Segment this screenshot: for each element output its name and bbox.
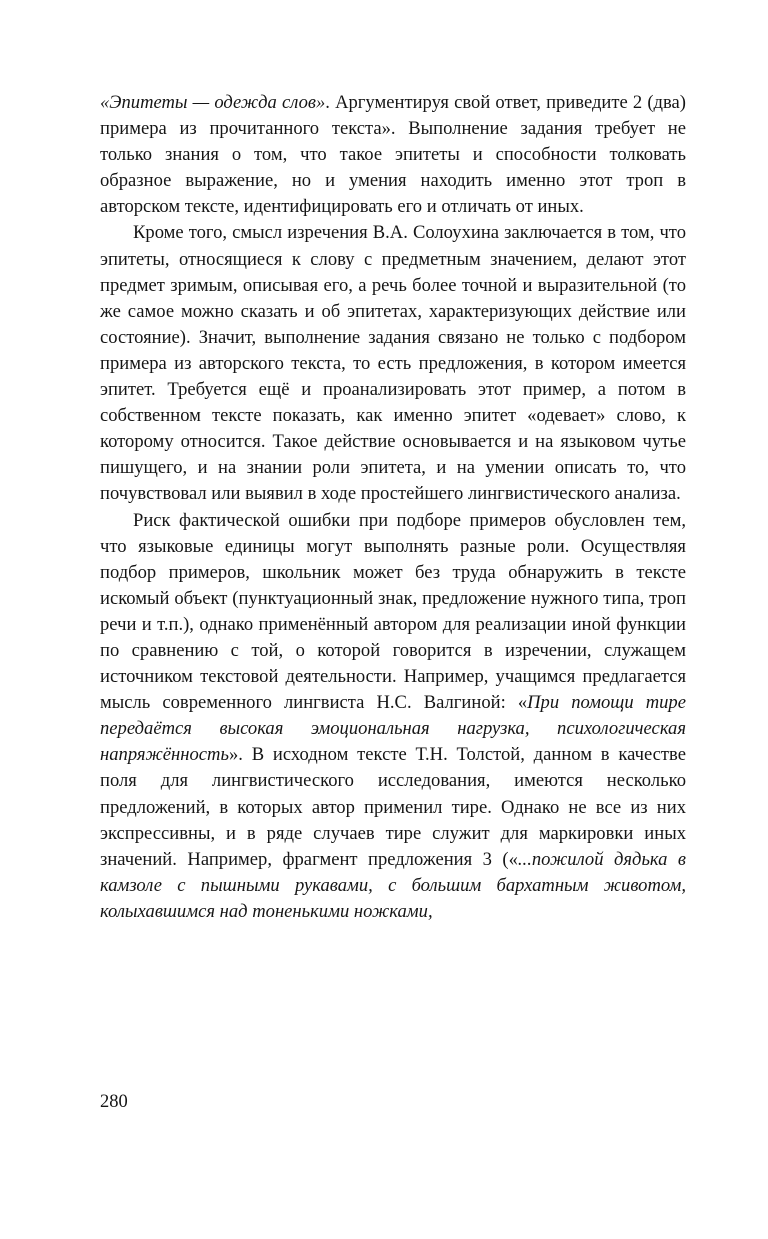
paragraph <box>100 220 686 507</box>
body-text-run: Риск фактической ошибки при подборе примеров обусловлен тем, что языковые единицы могут выполнять разные роли. Осуществляя подбор примеров, школьник может без труда обнаружить в тексте искомый объект (пунктуационный знак, предложение нужного типа, троп речи и т.п.), однако применённый автором для реализации иной функции по сравнению с той, о которой говорится в изречении, служащем источником текстовой деятельности. Например, учащимся предлагается мысль современного лингвиста Н.С. Валгиной: « <box>100 509 686 714</box>
body-text-run: ». В исходном тексте Т.Н. Толстой, данном в качестве поля для лингвистического исследования, имеются несколько предложений, в которых автор применил тире. Однако не все из них экспрессивны, и в ряде случаев тире служит для маркировки иных значений. Например, фрагмент предложения 3 (« <box>100 744 686 870</box>
paragraph <box>100 90 686 220</box>
italic-text-run: При помощи тире передаётся высокая эмоциональная нагрузка, психологическая напряжённость <box>100 692 686 766</box>
page-number: 280 <box>100 1092 128 1112</box>
italic-text-run: ...пожилой дядька в камзоле с пышными рукавами, с большим бархатным животом, колыхавшимся над тоненькими ножками, <box>100 848 686 922</box>
italic-text-run: «Эпитеты — одежда слов» <box>100 92 326 113</box>
body-text-run: Кроме того, смысл изречения В.А. Солоухина заключается в том, что эпитеты, относящиеся к слову с предметным значением, делают этот предмет зримым, описывая его, а речь более точной и выразительной (то же самое можно сказать и об эпитетах, характеризующих действие или состояние). Значит, выполнение задания связано не только с подбором примера из авторского текста, то есть предложения, в котором имеется эпитет. Требуется ещё и проанализировать этот пример, а потом в собственном тексте показать, как именно эпитет «одевает» слово, к которому относится. Такое действие основывается и на языковом чутье пишущего, и на знании роли эпитета, и на умении описать то, что почувствовал или выявил в ходе простейшего лингвистического анализа. <box>100 222 686 505</box>
body-text-run: . Аргументируя свой ответ, приведите 2 (два) примера из прочитанного текста». Выполнение задания требует не только знания о том, что такое эпитеты и способности толковать образное выражение, но и умения находить именно этот троп в авторском тексте, идентифицировать его и отличать от иных. <box>100 92 686 218</box>
page-text <box>100 90 686 925</box>
paragraph <box>100 508 686 926</box>
